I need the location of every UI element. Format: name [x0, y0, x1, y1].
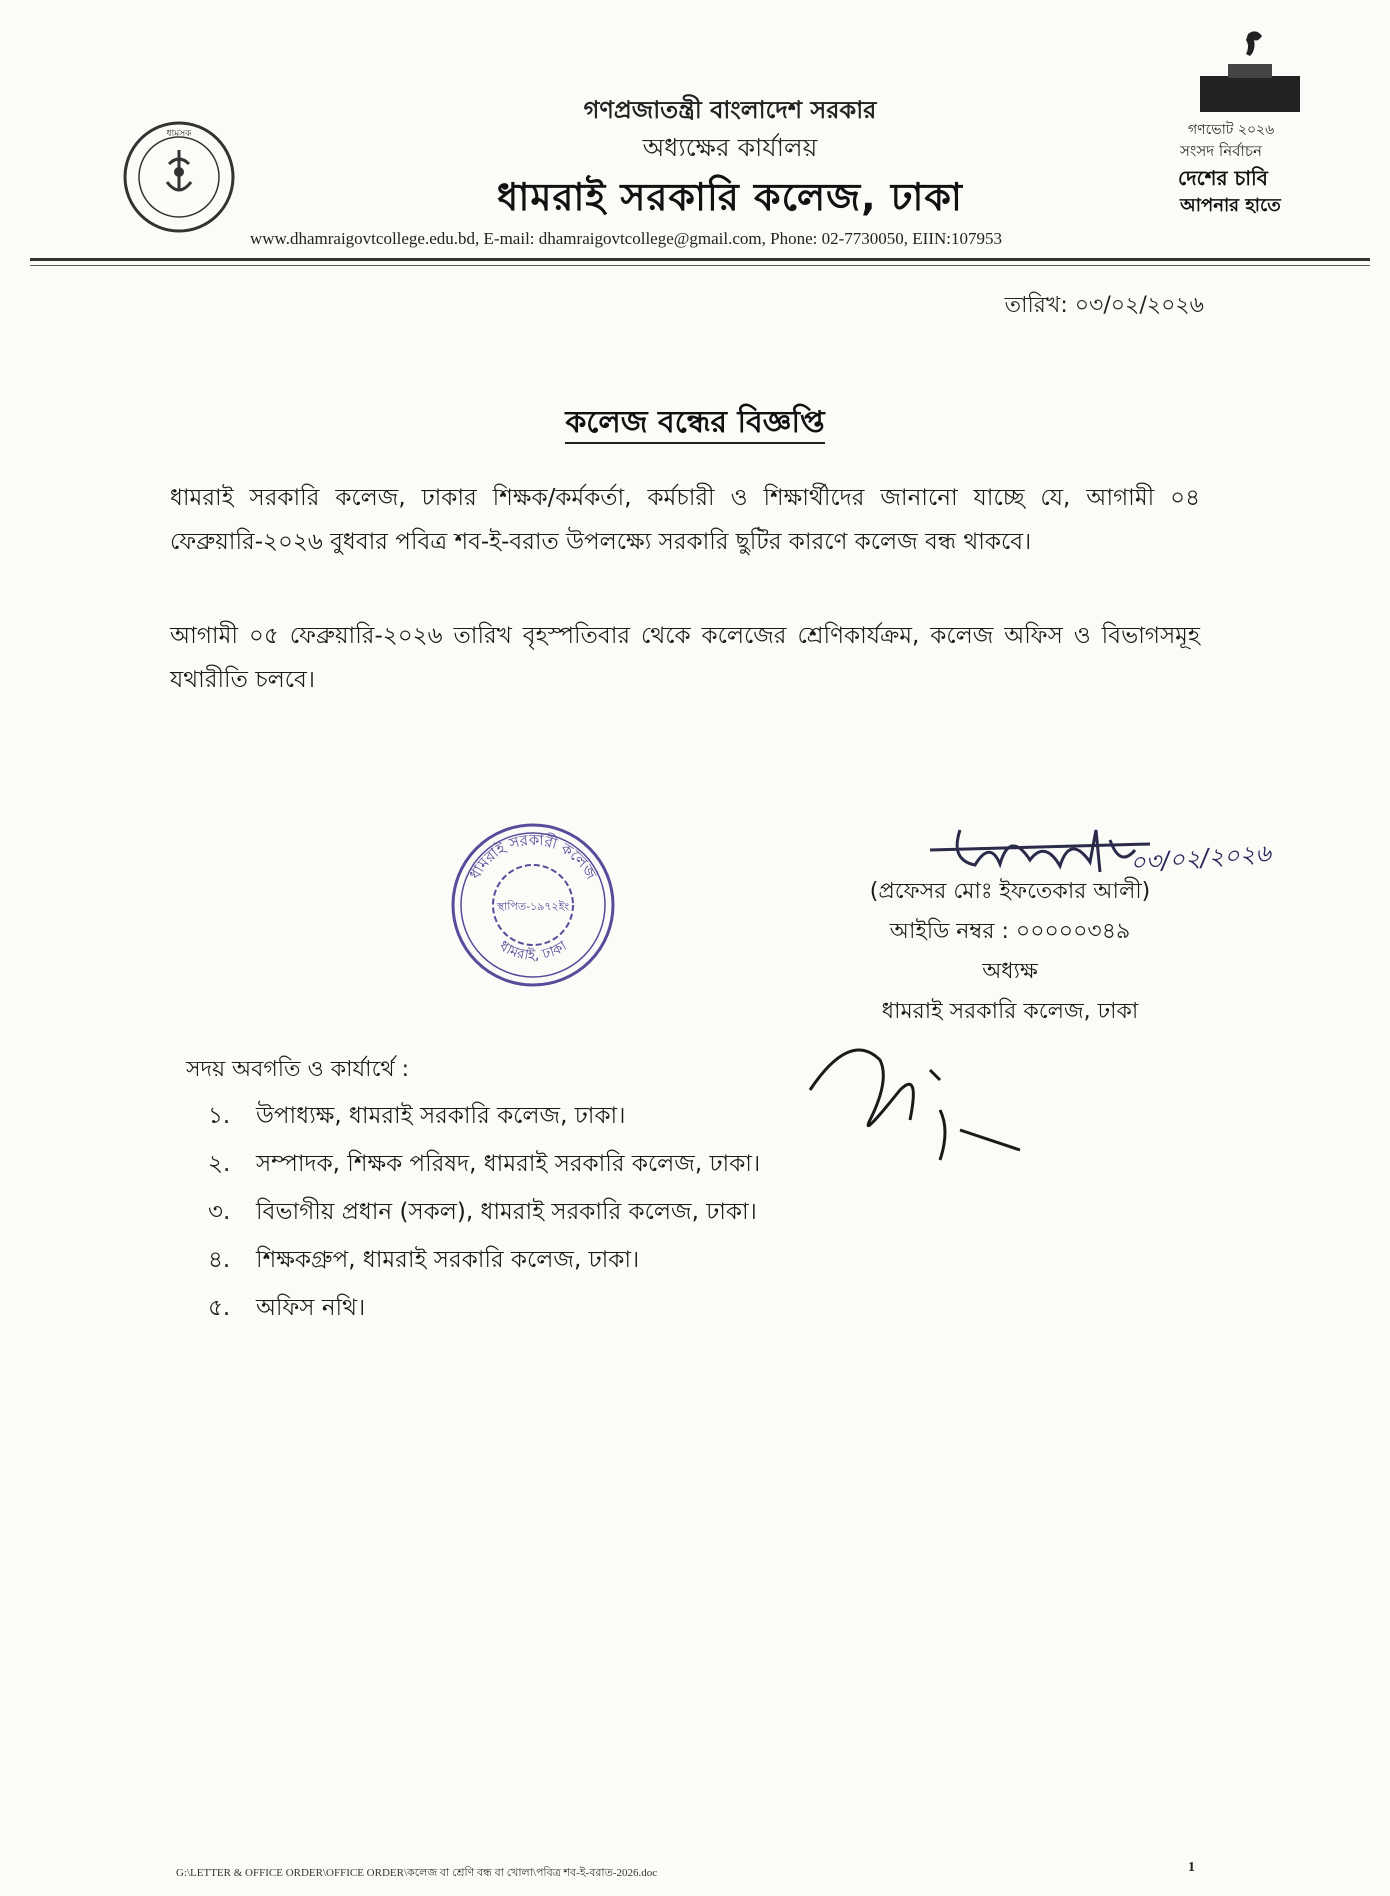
badge-line-2: সংসদ নির্বাচন: [1180, 142, 1262, 160]
list-item: [208, 1284, 760, 1332]
government-name: গণপ্রজাতন্ত্রী বাংলাদেশ সরকার: [583, 96, 877, 124]
page-number: 1: [1188, 1860, 1195, 1875]
list-item-number: ৫.: [208, 1295, 231, 1321]
college-logo: [122, 120, 236, 234]
file-path: G:\LETTER & OFFICE ORDER\OFFICE ORDER\কলেজ বা শ্রেণি বন্ধ বা খোলা\পবিত্র শব-ই-বরাত-2026.doc: [176, 1867, 658, 1879]
list-item-text: শিক্ষকগ্রুপ, ধামরাই সরকারি কলেজ, ঢাকা।: [256, 1247, 640, 1273]
list-item-number: ২.: [208, 1151, 231, 1177]
signatory-block: [810, 872, 1210, 1032]
list-item: [208, 1236, 760, 1284]
notice-date: তারিখ: ০৩/০২/২০২৬: [1004, 293, 1204, 318]
signatory-institution: ধামরাই সরকারি কলেজ, ঢাকা: [881, 999, 1139, 1024]
handwritten-initials: [790, 1030, 1030, 1190]
list-item-text: অফিস নথি।: [256, 1295, 366, 1321]
list-item-number: ৪.: [208, 1247, 231, 1273]
office-name: অধ্যক্ষের কার্যালয়: [642, 133, 818, 162]
list-item-number: ১.: [208, 1103, 231, 1129]
letterhead: [380, 92, 1080, 226]
header-divider-thin: [30, 265, 1370, 266]
signatory-id: আইডি নম্বর : ০০০০০৩৪৯: [889, 919, 1131, 944]
signature-date: ০৩/০২/২০২৬: [1129, 839, 1272, 877]
list-item: [208, 1188, 760, 1236]
seal-bottom-text: ধামরাই, ঢাকা: [496, 938, 570, 964]
list-item-text: বিভাগীয় প্রধান (সকল), ধামরাই সরকারি কলেজ, ঢাকা।: [256, 1199, 757, 1225]
badge-line-1: গণভোট ২০২৬: [1188, 122, 1275, 138]
body-paragraph-2: আগামী ০৫ ফেব্রুয়ারি-২০২৬ তারিখ বৃহস্পতিবার থেকে কলেজের শ্রেণিকার্যক্রম, কলেজ অফিস ও বিভাগসমূহ যথারীতি চলবে।: [170, 623, 1200, 693]
badge-line-3: দেশের চাবি: [1178, 166, 1268, 190]
seal-inner-text: স্থাপিত-১৯৭২ইং: [496, 900, 570, 913]
seal-ring-text: ধামরাই সরকারী কলেজ: [465, 830, 601, 883]
notice-title: [0, 398, 1390, 449]
list-item: [208, 1140, 760, 1188]
list-item-text: সম্পাদক, শিক্ষক পরিষদ, ধামরাই সরকারি কলেজ, ঢাকা।: [256, 1151, 761, 1177]
signatory-name: (প্রফেসর মোঃ ইফতেকার আলী): [869, 879, 1151, 904]
body-paragraph-1: ধামরাই সরকারি কলেজ, ঢাকার শিক্ষক/কর্মকর্তা, কর্মচারী ও শিক্ষার্থীদের জানানো যাচ্ছে যে, আগামী ০৪ ফেব্রুয়ারি-২০২৬ বুধবার পবিত্র শব-ই-বরাত উপলক্ষ্যে সরকারি ছুটির কারণে কলেজ বন্ধ থাকবে।: [170, 485, 1200, 555]
badge-line-4: আপনার হাতে: [1180, 195, 1281, 216]
header-divider: [30, 258, 1370, 261]
official-seal: [448, 820, 618, 990]
list-item-number: ৩.: [208, 1199, 231, 1225]
distribution-heading: সদয় অবগতি ও কার্যার্থে :: [186, 1057, 410, 1082]
notice-title-text: কলেজ বন্ধের বিজ্ঞপ্তি: [565, 405, 824, 444]
logo-text: ধামসক: [166, 129, 192, 139]
list-item-text: উপাধ্যক্ষ, ধামরাই সরকারি কলেজ, ঢাকা।: [256, 1103, 626, 1129]
distribution-list: [208, 1092, 760, 1332]
list-item: [208, 1092, 760, 1140]
election-badge: [1170, 26, 1330, 226]
ballot-box-icon: [1170, 26, 1330, 116]
contact-info: www.dhamraigovtcollege.edu.bd, E-mail: dhamraigovtcollege@gmail.com, Phone: 02-7730050, EIIN:107953: [250, 229, 1002, 248]
college-name: ধামরাই সরকারি কলেজ, ঢাকা: [497, 175, 963, 219]
signatory-designation: অধ্যক্ষ: [982, 959, 1038, 984]
